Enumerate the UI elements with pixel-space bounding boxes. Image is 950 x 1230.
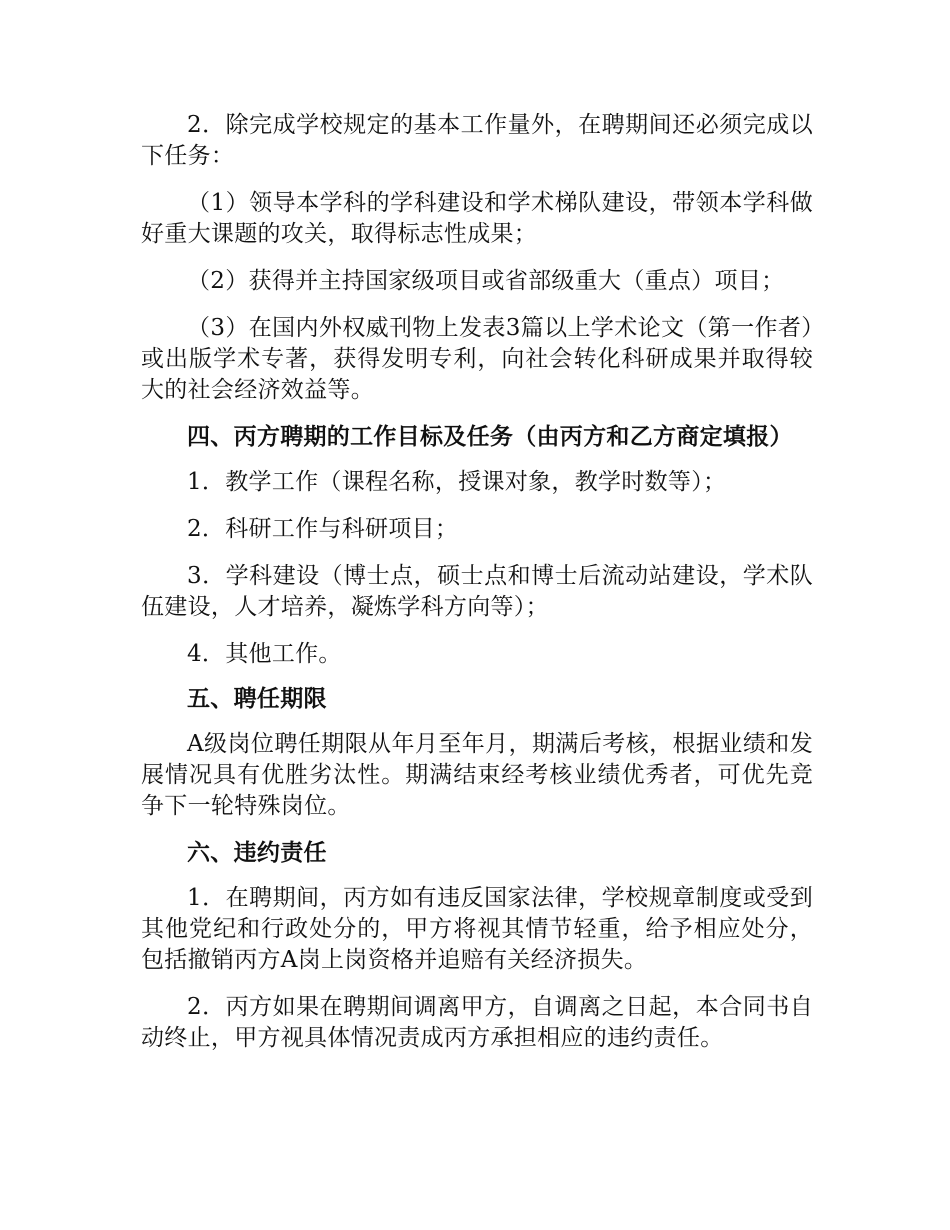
paragraph-term: A级岗位聘任期限从年月至年月，期满后考核，根据业绩和发展情况具有优胜劣汰性。期满结束经考核业绩优秀者，可优先竞争下一轮特殊岗位。 (141, 731, 813, 819)
paragraph-goal-4: 4．其他工作。 (187, 641, 342, 667)
document-page (141, 110, 813, 1070)
heading-section-6: 六、违约责任 (187, 840, 327, 866)
heading-section-4: 四、丙方聘期的工作目标及任务（由丙方和乙方商定填报） (187, 424, 793, 450)
paragraph-task-3: （3）在国内外权威刊物上发表3篇以上学术论文（第一作者）或出版学术专著，获得发明专利，向社会转化科研成果并取得较大的社会经济效益等。 (141, 315, 813, 403)
paragraph-breach-1: 1．在聘期间，丙方如有违反国家法律，学校规章制度或受到其他党纪和行政处分的，甲方将视其情节轻重，给予相应处分，包括撤销丙方A岗上岗资格并追赔有关经济损失。 (141, 885, 813, 973)
paragraph-breach-2: 2．丙方如果在聘期间调离甲方，自调离之日起，本合同书自动终止，甲方视具体情况责成丙方承担相应的违约责任。 (141, 994, 813, 1051)
heading-section-5: 五、聘任期限 (187, 686, 327, 712)
paragraph-goal-2: 2．科研工作与科研项目； (187, 516, 459, 542)
paragraph-goal-1: 1．教学工作（课程名称，授课对象，教学时数等）； (187, 469, 727, 495)
paragraph-task-2: （2）获得并主持国家级项目或省部级重大（重点）项目； (187, 268, 785, 294)
paragraph-task-intro: 2．除完成学校规定的基本工作量外，在聘期间还必须完成以下任务： (141, 112, 813, 169)
paragraph-task-1: （1）领导本学科的学科建设和学术梯队建设，带领本学科做好重大课题的攻关，取得标志性成果； (141, 190, 813, 247)
paragraph-goal-3: 3．学科建设（博士点，硕士点和博士后流动站建设，学术队伍建设，人才培养，凝炼学科方向等）； (141, 563, 813, 620)
